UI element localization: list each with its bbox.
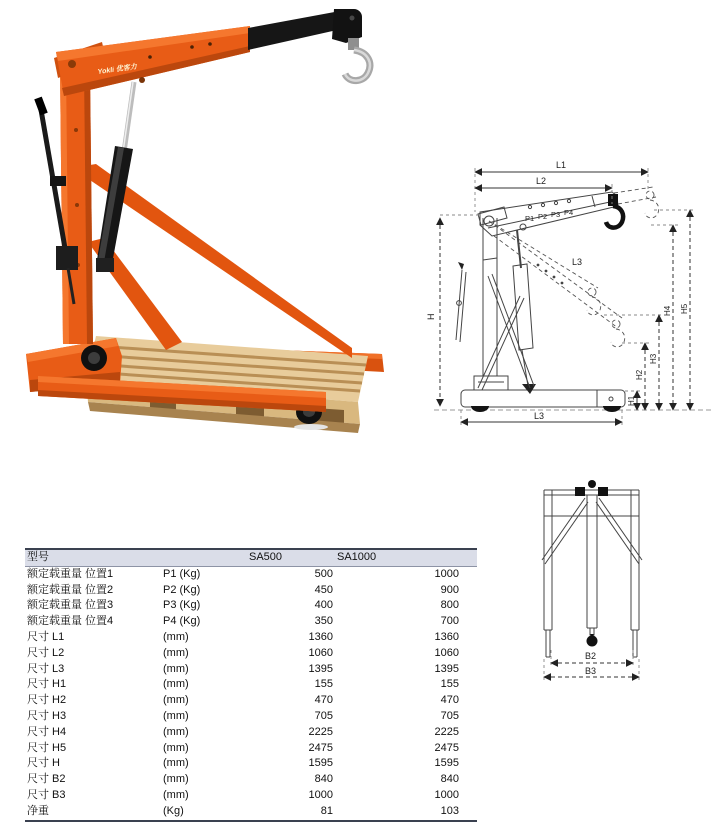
boom-holes-lowered xyxy=(537,264,564,285)
label-h5: H5 xyxy=(680,303,689,314)
header-sa1000: SA1000 xyxy=(337,551,377,563)
label-b2: B2 xyxy=(585,651,597,661)
row-unit: (mm) xyxy=(163,646,189,659)
side-view-diagram xyxy=(426,148,718,433)
row-sa1000: 1395 xyxy=(434,662,459,675)
row-unit: (mm) xyxy=(163,757,189,770)
label-h1: H1 xyxy=(627,395,636,406)
row-label: 尺寸 L2 xyxy=(27,646,65,659)
table-row xyxy=(25,804,477,821)
row-unit: (mm) xyxy=(163,678,189,691)
hook xyxy=(345,38,370,81)
row-unit: (mm) xyxy=(163,694,189,707)
row-unit: P2 (Kg) xyxy=(163,583,201,596)
label-l2: L2 xyxy=(536,176,547,186)
table-row xyxy=(25,598,477,614)
table-row xyxy=(25,614,477,630)
row-sa1000: 470 xyxy=(440,694,459,707)
label-p1: P1 xyxy=(525,214,535,223)
front-outline xyxy=(542,490,642,657)
spec-table-header-row xyxy=(25,549,477,566)
row-sa500: 81 xyxy=(320,804,333,817)
label-p4: P4 xyxy=(564,208,574,217)
table-row xyxy=(25,646,477,662)
table-row xyxy=(25,583,477,599)
row-unit: (mm) xyxy=(163,741,189,754)
row-sa500: 155 xyxy=(314,678,333,691)
mast xyxy=(60,70,93,344)
row-sa500: 350 xyxy=(314,615,333,628)
table-row xyxy=(25,566,477,582)
label-h3: H3 xyxy=(649,353,658,364)
label-p2: P2 xyxy=(538,212,548,221)
row-label: 尺寸 H4 xyxy=(27,725,67,738)
row-label: 尺寸 H xyxy=(27,757,60,770)
row-sa500: 840 xyxy=(314,773,333,786)
label-h2: H2 xyxy=(635,369,644,380)
row-unit: (Kg) xyxy=(163,804,184,817)
row-label: 尺寸 L3 xyxy=(27,662,65,675)
extension-lines xyxy=(440,168,696,428)
boom-extension xyxy=(248,9,362,50)
row-sa500: 1060 xyxy=(308,646,333,659)
row-unit: (mm) xyxy=(163,725,189,738)
row-unit: P3 (Kg) xyxy=(163,599,201,612)
row-sa1000: 155 xyxy=(440,678,459,691)
row-sa1000: 840 xyxy=(440,773,459,786)
product-photo-shop-crane xyxy=(0,0,395,445)
row-sa500: 450 xyxy=(314,583,333,596)
row-unit: (mm) xyxy=(163,630,189,643)
label-b3: B3 xyxy=(585,666,597,676)
hook-solid xyxy=(606,194,623,228)
table-row xyxy=(25,709,477,725)
crane-outline xyxy=(456,192,625,407)
row-label: 净重 xyxy=(27,804,49,817)
table-row xyxy=(25,677,477,693)
row-sa1000: 1000 xyxy=(434,567,459,580)
row-label: 额定载重量 位置3 xyxy=(27,599,114,612)
label-l3-arm: L3 xyxy=(572,257,583,267)
row-unit: P1 (Kg) xyxy=(163,567,201,580)
row-sa1000: 1360 xyxy=(434,630,459,643)
row-label: 尺寸 H3 xyxy=(27,709,67,722)
label-l1: L1 xyxy=(556,160,567,170)
label-h4: H4 xyxy=(663,305,672,316)
row-label: 额定载重量 位置4 xyxy=(27,615,114,628)
label-l3-base: L3 xyxy=(534,411,545,421)
row-label: 尺寸 H1 xyxy=(27,678,67,691)
row-label: 尺寸 L1 xyxy=(27,630,65,643)
brand-logo: Yokli 优客力 xyxy=(97,63,138,76)
table-row xyxy=(25,693,477,709)
table-row xyxy=(25,756,477,772)
row-sa500: 1000 xyxy=(308,788,333,801)
table-row xyxy=(25,662,477,678)
row-sa1000: 2475 xyxy=(434,741,459,754)
row-sa1000: 800 xyxy=(440,599,459,612)
row-sa500: 500 xyxy=(314,567,333,580)
row-sa500: 1595 xyxy=(308,757,333,770)
row-sa500: 705 xyxy=(314,709,333,722)
row-unit: (mm) xyxy=(163,788,189,801)
label-p3: P3 xyxy=(551,210,561,219)
row-sa1000: 103 xyxy=(440,804,459,817)
row-label: 尺寸 B2 xyxy=(27,773,66,786)
row-sa1000: 705 xyxy=(440,709,459,722)
row-label: 额定载重量 位置2 xyxy=(27,583,114,596)
boom xyxy=(56,26,250,96)
row-sa1000: 1000 xyxy=(434,788,459,801)
row-label: 额定载重量 位置1 xyxy=(27,567,114,580)
dimension-labels xyxy=(426,160,689,421)
header-sa500: SA500 xyxy=(249,551,283,563)
row-sa500: 2475 xyxy=(308,741,333,754)
table-row xyxy=(25,630,477,646)
spec-table xyxy=(25,548,477,822)
table-row xyxy=(25,788,477,804)
row-unit: (mm) xyxy=(163,709,189,722)
row-sa1000: 1060 xyxy=(434,646,459,659)
row-sa1000: 900 xyxy=(440,583,459,596)
row-sa1000: 2225 xyxy=(434,725,459,738)
front-view-diagram xyxy=(521,478,706,690)
row-unit: (mm) xyxy=(163,662,189,675)
header-unit xyxy=(161,549,247,566)
row-label: 尺寸 H2 xyxy=(27,694,67,707)
header-model: 型号 xyxy=(27,551,49,563)
row-sa1000: 1595 xyxy=(434,757,459,770)
row-sa500: 2225 xyxy=(308,725,333,738)
label-h: H xyxy=(426,313,436,320)
row-unit: (mm) xyxy=(163,773,189,786)
row-label: 尺寸 H5 xyxy=(27,741,67,754)
row-unit: P4 (Kg) xyxy=(163,615,201,628)
row-sa1000: 700 xyxy=(440,615,459,628)
row-label: 尺寸 B3 xyxy=(27,788,66,801)
table-row xyxy=(25,772,477,788)
row-sa500: 400 xyxy=(314,599,333,612)
table-row xyxy=(25,741,477,757)
row-sa500: 1395 xyxy=(308,662,333,675)
row-sa500: 470 xyxy=(314,694,333,707)
table-row xyxy=(25,725,477,741)
row-sa500: 1360 xyxy=(308,630,333,643)
